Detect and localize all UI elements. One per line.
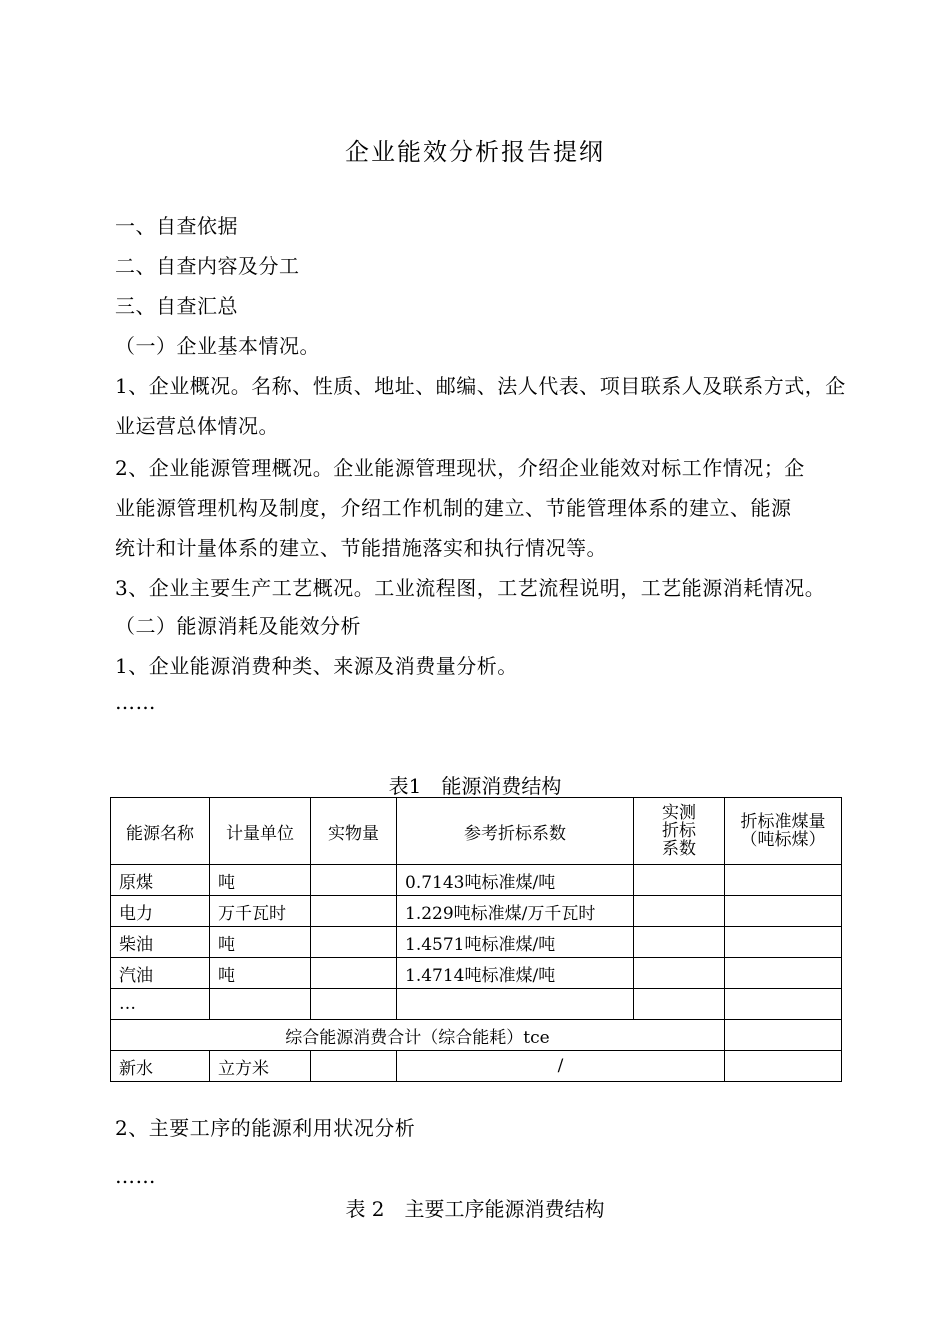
cell-reference-coefficient: 1.4571吨标准煤/吨	[397, 927, 634, 958]
table-row	[111, 1051, 842, 1082]
table1-caption: 表1 能源消费结构	[388, 774, 562, 798]
cell-energy-name: 汽油	[111, 958, 210, 989]
cell-standard-coal	[725, 896, 842, 927]
cell-energy-name: 柴油	[111, 927, 210, 958]
cell-standard-coal	[725, 989, 842, 1020]
section-heading-1: 一、自查依据	[115, 214, 238, 238]
cell-measured-coefficient	[634, 927, 725, 958]
cell-measured-coefficient	[634, 865, 725, 896]
cell-unit: 万千瓦时	[210, 896, 311, 927]
table-row	[111, 927, 842, 958]
header-quantity: 实物量	[311, 798, 397, 865]
header-measured-coefficient: 实测 折标 系数	[634, 798, 725, 865]
table-total-row	[111, 1020, 842, 1051]
paragraph-line: 统计和计量体系的建立、节能措施落实和执行情况等。	[115, 536, 607, 560]
paragraph-line: 业运营总体情况。	[115, 414, 279, 438]
paragraph-line: 业能源管理机构及制度，介绍工作机制的建立、节能管理体系的建立、能源	[115, 496, 792, 520]
table-row	[111, 989, 842, 1020]
cell-standard-coal	[725, 865, 842, 896]
cell-total-value	[725, 1020, 842, 1051]
table-row	[111, 958, 842, 989]
cell-reference-coefficient: 1.229吨标准煤/万千瓦时	[397, 896, 634, 927]
cell-unit: 吨	[210, 865, 311, 896]
cell-energy-name: 新水	[111, 1051, 210, 1082]
cell-unit: 吨	[210, 927, 311, 958]
header-standard-coal: 折标准煤量 （吨标煤）	[725, 798, 842, 865]
cell-quantity	[311, 927, 397, 958]
paragraph-line: 2、企业能源管理概况。企业能源管理现状，介绍企业能效对标工作情况；企	[115, 456, 805, 480]
cell-energy-name: 电力	[111, 896, 210, 927]
paragraph-line: 3、企业主要生产工艺概况。工业流程图，工艺流程说明，工艺能源消耗情况。	[115, 576, 826, 600]
header-energy-name: 能源名称	[111, 798, 210, 865]
cell-reference-coefficient: 1.4714吨标准煤/吨	[397, 958, 634, 989]
header-reference-coefficient: 参考折标系数	[397, 798, 634, 865]
table-row	[111, 865, 842, 896]
cell-reference-coefficient: /	[397, 1051, 725, 1082]
total-label: 综合能源消费合计（综合能耗）tce	[111, 1020, 725, 1051]
section-heading-2: 二、自查内容及分工	[115, 254, 300, 278]
cell-unit	[210, 989, 311, 1020]
cell-measured-coefficient	[634, 958, 725, 989]
cell-energy-name: 原煤	[111, 865, 210, 896]
subsection-heading-2: （二）能源消耗及能效分析	[115, 614, 361, 638]
cell-reference-coefficient: 0.7143吨标准煤/吨	[397, 865, 634, 896]
cell-standard-coal	[725, 1051, 842, 1082]
cell-quantity	[311, 989, 397, 1020]
cell-standard-coal	[725, 927, 842, 958]
cell-quantity	[311, 865, 397, 896]
subsection-heading-1: （一）企业基本情况。	[115, 334, 320, 358]
table2-caption: 表 2 主要工序能源消费结构	[345, 1197, 605, 1221]
cell-energy-name: …	[111, 989, 210, 1020]
document-title: 企业能效分析报告提纲	[345, 138, 605, 166]
cell-reference-coefficient	[397, 989, 634, 1020]
cell-standard-coal	[725, 958, 842, 989]
table-row	[111, 896, 842, 927]
paragraph-line: 2、主要工序的能源利用状况分析	[115, 1116, 416, 1140]
paragraph-line: 1、企业概况。名称、性质、地址、邮编、法人代表、项目联系人及联系方式，企	[115, 374, 846, 398]
header-unit: 计量单位	[210, 798, 311, 865]
cell-measured-coefficient	[634, 989, 725, 1020]
cell-unit: 立方米	[210, 1051, 311, 1082]
paragraph-line: 1、企业能源消费种类、来源及消费量分析。	[115, 654, 518, 678]
cell-quantity	[311, 958, 397, 989]
table-header-row	[111, 798, 842, 865]
energy-consumption-table	[110, 797, 842, 1082]
cell-quantity	[311, 896, 397, 927]
cell-quantity	[311, 1051, 397, 1082]
cell-unit: 吨	[210, 958, 311, 989]
section-heading-3: 三、自查汇总	[115, 294, 238, 318]
ellipsis: ……	[115, 1164, 156, 1188]
cell-measured-coefficient	[634, 896, 725, 927]
ellipsis: ……	[115, 690, 156, 714]
